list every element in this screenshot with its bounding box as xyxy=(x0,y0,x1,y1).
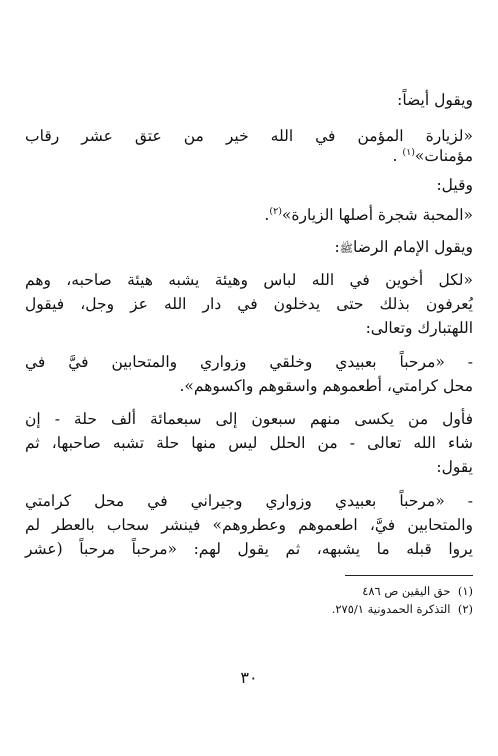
line-6-colon: : xyxy=(334,238,340,256)
text-line-7: «لكل أخوين في الله لباس وهيئة يشبه هيئة صاحبه، وهم xyxy=(25,271,473,289)
text-line-3-body: مؤمنات» xyxy=(414,147,473,165)
footnote-ref-1: (١) xyxy=(402,146,415,158)
text-line-14: يقول: xyxy=(436,458,473,476)
line-3-dot: . xyxy=(392,147,398,165)
footnote-1 xyxy=(25,583,473,599)
footnote-ref-2: (٢) xyxy=(269,205,282,217)
footnote-1-number: (١) xyxy=(457,584,473,598)
text-line-5 xyxy=(25,205,473,225)
text-line-3 xyxy=(25,146,473,166)
footnote-2-text: التذكرة الحمدونية ٢٧٥/١. xyxy=(331,602,451,616)
text-line-17: يروا قبله ما يشبهه، ثم يقول لهم: «مرحباً مرحباً (عشر xyxy=(25,540,473,558)
text-line-10: - «مرحباً بعبيدي وخلقي وزواري والمتحابين فيَّ في xyxy=(25,353,473,371)
text-line-6 xyxy=(25,237,473,259)
text-line-6-body: ويقول الإمام الرضا xyxy=(353,238,473,256)
text-line-16: والمتحابين فيَّ، اطعموهم وعطروهم» فينشر سحاب بالعطر لم xyxy=(25,516,473,534)
text-line-11: محل كرامتي، أطعموهم واسقوهم واكسوهم». xyxy=(179,377,473,395)
line-5-period: . xyxy=(264,206,270,224)
page-number: ٣٠ xyxy=(240,668,258,687)
footnote-2-number: (٢) xyxy=(457,602,473,616)
text-line-5-body: «المحبة شجرة أصلها الزيارة» xyxy=(281,206,473,224)
text-line-4: وقيل: xyxy=(436,176,473,194)
text-line-2: «لزيارة المؤمن في الله خير من عتق عشر رقاب xyxy=(25,127,473,145)
text-line-15: - «مرحباً بعبيدي وزواري وجيراني في محل كرامتي xyxy=(25,492,473,510)
footnote-divider xyxy=(345,575,473,576)
text-line-9: اللهتبارك وتعالى: xyxy=(365,319,473,337)
honorific-glyph: ﷺ xyxy=(339,242,353,255)
text-line-1: ويقول أيضاً: xyxy=(397,91,473,109)
footnote-1-text: حق اليقين ص ٤٨٦ xyxy=(362,584,451,598)
text-line-8: يُعرفون بذلك حتى يدخلون في دار الله عز وجل، فيقول xyxy=(25,295,473,313)
footnote-2 xyxy=(25,601,473,617)
text-line-12: فأول من يكسى منهم سبعون إلى سبعمائة ألف حلة - إن xyxy=(25,410,473,428)
text-line-13: شاء الله تعالى - من الحلل ليس منها حلة تشبه صاحبها، ثم xyxy=(25,434,473,452)
